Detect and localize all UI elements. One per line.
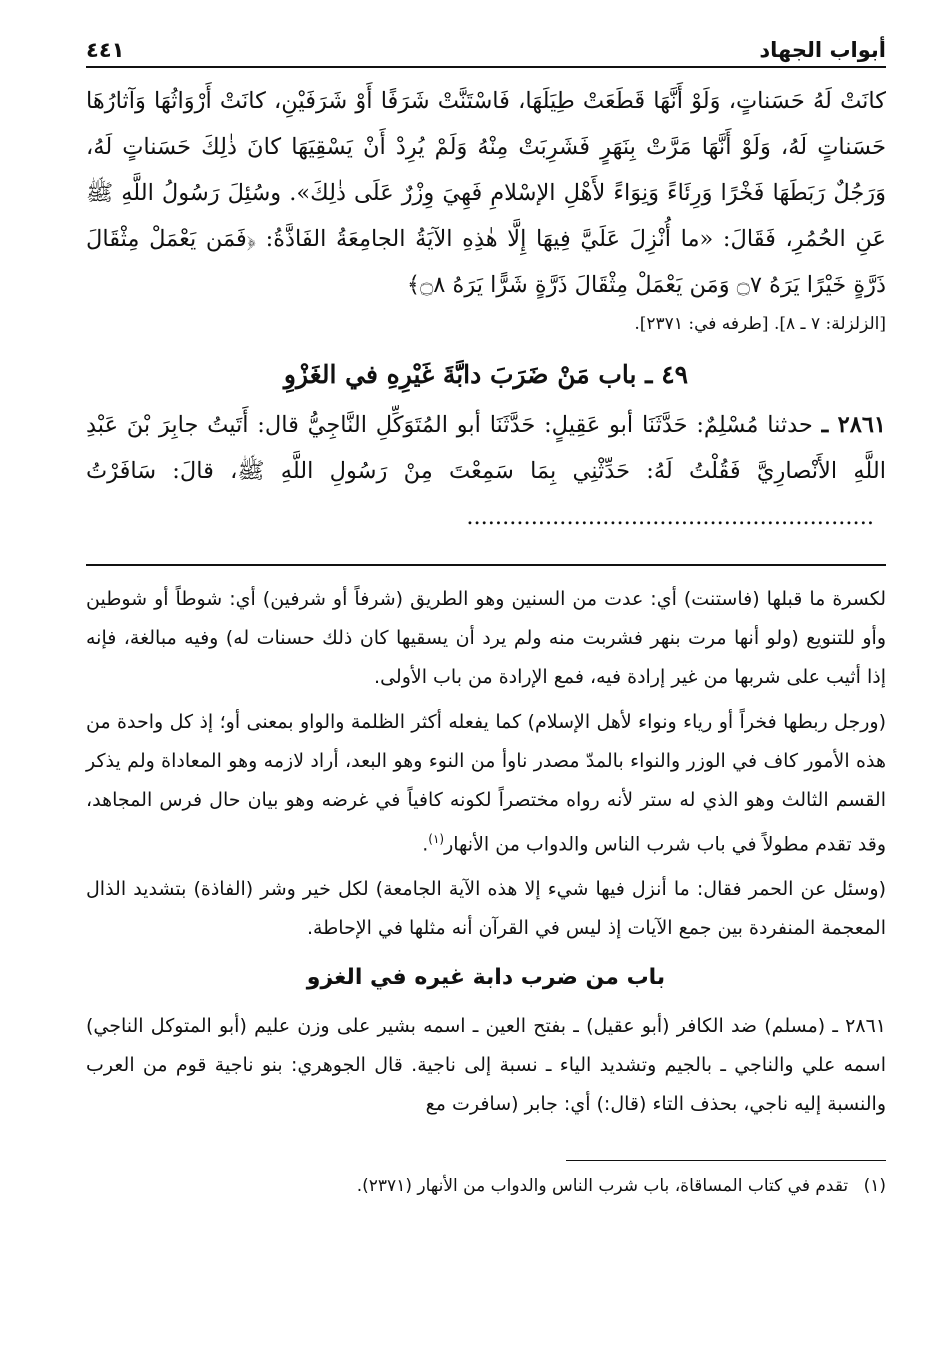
continuation-ellipsis: ......................................................... xyxy=(466,504,874,530)
commentary-paragraph-1: لكسرة ما قبلها (فاستنت) أي: عدت من السنين وهو الطريق (شرفاً أو شرفين) أي: شوطاً أو شوطين وأو للتنويع (ولو أنها مرت بنهر فشربت منه ولم يرد أن يسقيها كان ذلك حسنات له) وفيه مبالغة، فإنه إذا أثيب على شربها من غير إرادة فيه، فمع الإرادة من باب الأولى. xyxy=(86,588,886,688)
hadith-2861-text: حدثنا مُسْلِمٌ: حَدَّثَنَا أبو عَقِيلٍ: حَدَّثَنَا أبو المُتَوَكِّلِ النَّاجِيُّ قال: أَتَيتُ جابِرَ بْنَ عَبْدِ اللَّهِ الأَنْصارِيَّ فَقُلْتُ لَهُ: حَدِّثْنِي بِمَا سَمِعْتَ مِنْ رَسُولِ اللَّهِ ﷺ، قالَ: سَافَرْتُ xyxy=(86,412,886,484)
hadith-paragraph: كانَتْ لَهُ حَسَناتٍ، وَلَوْ أَنَّهَا قَطَعَتْ طِيَلَهَا، فَاسْتَنَّتْ شَرَفًا أَوْ شَرَفَيْنِ، كانَتْ أَرْوَاثُهَا وَآثارُهَا حَسَناتٍ لَهُ، وَلَوْ أَنَّهَا مَرَّتْ بِنَهَرٍ فَشَرِبَتْ مِنْهُ وَلَمْ يُرِدْ أَنْ يَسْقِيَهَا كانَ ذٰلِكَ حَسَناتٍ لَهُ، وَرَجُلٌ رَبَطَهَا فَخْرًا وَرِئَاءً وَنِوَاءً لأَهْلِ الإسْلامِ فَهِيَ وِزْرٌ عَلَى ذٰلِكَ». وسُئِلَ رَسُولُ اللَّهِ ﷺ عَنِ الحُمُرِ، فَقَالَ: «ما أُنْزِلَ عَلَيَّ فِيهَا إِلَّا هٰذِهِ الآيَةُ الجامِعَةُ الفَاذَّةُ: ﴿فَمَن يَعْمَلْ مِثْقَالَ ذَرَّةٍ خَيْرًا يَرَهُ ۝٧ وَمَن يَعْمَلْ مِثْقَالَ ذَرَّةٍ شَرًّا يَرَهُ ۝٨﴾ xyxy=(86,88,886,298)
section-divider xyxy=(86,564,886,566)
commentary-paragraph-2-text: (ورجل ربطها فخراً أو رياء ونواء لأهل الإسلام) كما يفعله أكثر الظلمة والواو بمعنى أو؛ إذ كل واحدة من هذه الأمور كاف في الوزر والنواء بالمدّ مصدر ناوأ من النوء وهو البعد، أراد لازمه وهو المعاداة ولم يذكر القسم الثالث وهو الذي له ستر لأنه رواه مختصراً لكونه كافياً في غرضه وهو بيان حال فرس المجاهد، وقد تقدم مطولاً في باب شرب الناس والدواب من الأنهار xyxy=(86,711,886,856)
footnote-marker: (١) xyxy=(428,832,445,846)
header-rule xyxy=(86,66,886,68)
quran-reference: [الزلزلة: ٧ ـ ٨]. [طرفه في: ٢٣٧١]. xyxy=(634,314,886,334)
commentary-paragraph-4: ٢٨٦١ ـ (مسلم) ضد الكافر (أبو عقيل) ـ بفتح العين ـ اسمه بشير على وزن عليم (أبو المتوكل الناجي) اسمه علي والناجي ـ بالجيم وتشديد الياء ـ نسبة إلى ناجية. قال الجوهري: بنو ناجية قوم من العرب والنسبة إليه ناجي، بحذف التاء (قال:) أي: جابر (سافرت مع xyxy=(86,1015,886,1116)
footnote-number: (١) xyxy=(863,1176,886,1197)
commentary xyxy=(86,580,886,1124)
hadith-number: ٢٨٦١ ـ xyxy=(821,412,886,438)
commentary-paragraph-2-end: . xyxy=(422,833,429,856)
page-number: ٤٤١ xyxy=(86,38,125,62)
chapter-title: ٤٩ ـ باب مَنْ ضَرَبَ دابَّةَ غَيْرِهِ في الغَزْوِ xyxy=(283,360,689,389)
hadith-text xyxy=(86,78,886,540)
page-header xyxy=(86,28,886,62)
commentary-chapter-title: باب من ضرب دابة غيره في الغزو xyxy=(306,965,666,991)
footnote-rule xyxy=(566,1160,886,1161)
running-title: أبواب الجهاد xyxy=(759,38,886,62)
commentary-paragraph-2 xyxy=(86,703,886,864)
footnote-text: تقدم في كتاب المساقاة، باب شرب الناس والدواب من الأنهار (٢٣٧١). xyxy=(356,1176,849,1197)
footnote xyxy=(86,1171,886,1201)
hadith-2861 xyxy=(86,402,886,540)
commentary-paragraph-3: (وسئل عن الحمر فقال: ما أنزل فيها شيء إلا هذه الآية الجامعة) لكل خير وشر (الفاذة) بتشديد الذال المعجمة المنفردة بين جمع الآيات إذ ليس في القرآن أنه مثلها في الإحاطة. xyxy=(86,878,886,940)
